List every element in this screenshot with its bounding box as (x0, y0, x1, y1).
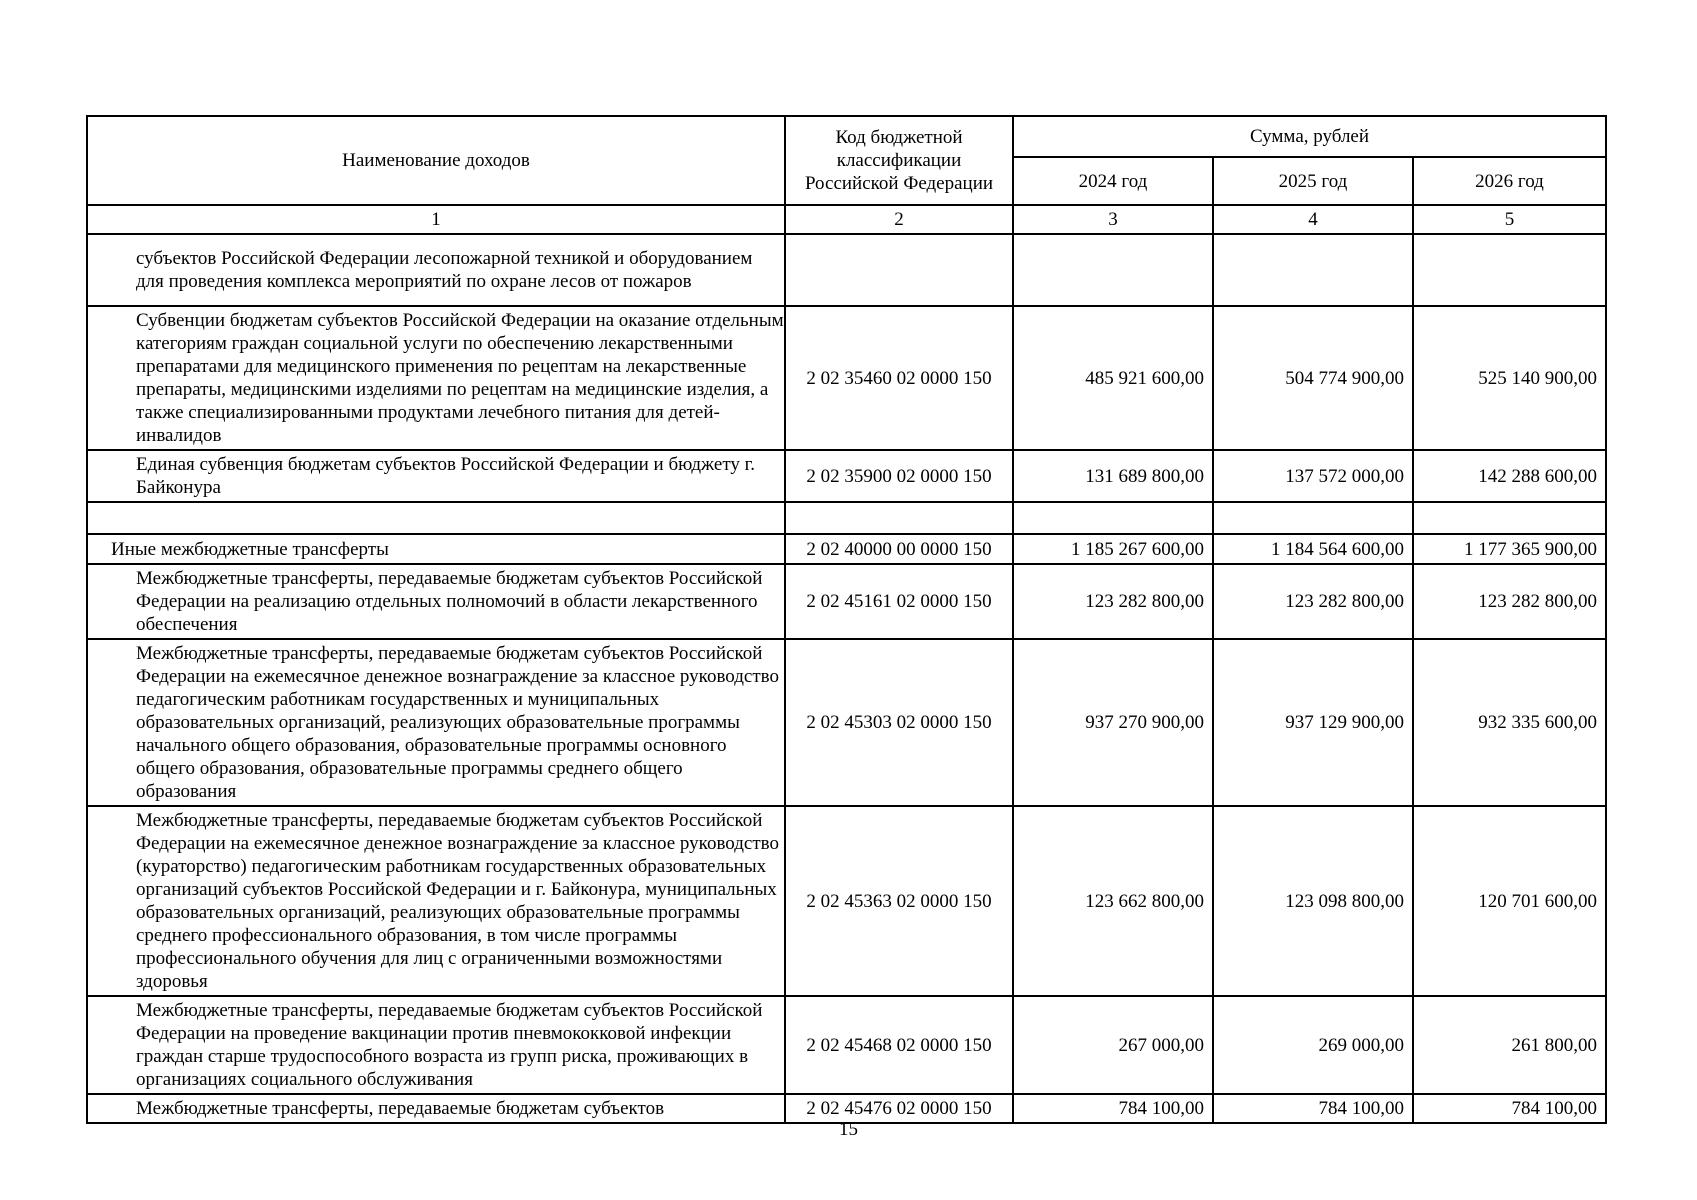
amount-2025: 123 282 800,00 (1213, 564, 1413, 639)
budget-code: 2 02 45468 02 0000 150 (785, 996, 1013, 1094)
header-sum: Сумма, рублей (1013, 116, 1606, 157)
budget-code: 2 02 45476 02 0000 150 (785, 1094, 1013, 1123)
amount-2026: 525 140 900,00 (1413, 306, 1606, 450)
budget-code: 2 02 45303 02 0000 150 (785, 639, 1013, 806)
amount-2024 (1013, 234, 1213, 306)
amount-2024: 1 185 267 600,00 (1013, 534, 1213, 564)
column-number: 5 (1413, 205, 1606, 234)
table-row (87, 806, 1606, 996)
income-name: Субвенции бюджетам субъектов Российской Федерации на оказание отдельным категориям граждан социальной услуги по обеспечению лекарственными препаратами для медицинского применения по рецептам на лекарственные препараты, медицинскими изделиями по рецептам на медицинские изделия, а также специализированными продуктами лечебного питания для детей-инвалидов (87, 306, 785, 450)
column-number: 4 (1213, 205, 1413, 234)
income-name: Единая субвенция бюджетам субъектов Российской Федерации и бюджету г. Байконура (87, 450, 785, 502)
blank-row (87, 502, 1606, 534)
amount-2024: 123 282 800,00 (1013, 564, 1213, 639)
header-year-2026: 2026 год (1413, 157, 1606, 205)
amount-2025: 123 098 800,00 (1213, 806, 1413, 996)
income-name: Межбюджетные трансферты, передаваемые бюджетам субъектов Российской Федерации на реализацию отдельных полномочий в области лекарственного обеспечения (87, 564, 785, 639)
amount-2026: 784 100,00 (1413, 1094, 1606, 1123)
column-number: 1 (87, 205, 785, 234)
page-number: 15 (839, 1119, 858, 1140)
budget-code (785, 234, 1013, 306)
amount-2026: 123 282 800,00 (1413, 564, 1606, 639)
amount-2024: 937 270 900,00 (1013, 639, 1213, 806)
amount-2024: 485 921 600,00 (1013, 306, 1213, 450)
header-budget-code: Код бюджетной классификации Российской Федерации (785, 116, 1013, 205)
table-row (87, 450, 1606, 502)
amount-2026: 1 177 365 900,00 (1413, 534, 1606, 564)
table-row (87, 306, 1606, 450)
budget-code: 2 02 45161 02 0000 150 (785, 564, 1013, 639)
income-name: Межбюджетные трансферты, передаваемые бюджетам субъектов Российской Федерации на ежемесячное денежное вознаграждение за классное руководство (кураторство) педагогическим работникам государственных образовательных организаций субъектов Российской Федерации и г. Байконура, муниципальных образовательных организаций, реализующих образовательные программы среднего профессионального образования, в том числе программы профессионального обучения для лиц с ограниченными возможностями здоровья (87, 806, 785, 996)
table-row (87, 564, 1606, 639)
amount-2026: 932 335 600,00 (1413, 639, 1606, 806)
amount-2025: 137 572 000,00 (1213, 450, 1413, 502)
column-number: 2 (785, 205, 1013, 234)
amount-2026: 261 800,00 (1413, 996, 1606, 1094)
table-row (87, 534, 1606, 564)
column-number: 3 (1013, 205, 1213, 234)
revenue-table (86, 115, 1607, 1124)
amount-2025: 937 129 900,00 (1213, 639, 1413, 806)
amount-2026: 142 288 600,00 (1413, 450, 1606, 502)
amount-2025: 784 100,00 (1213, 1094, 1413, 1123)
header-year-2024: 2024 год (1013, 157, 1213, 205)
amount-2024: 267 000,00 (1013, 996, 1213, 1094)
amount-2025: 269 000,00 (1213, 996, 1413, 1094)
amount-2025: 1 184 564 600,00 (1213, 534, 1413, 564)
budget-code: 2 02 35900 02 0000 150 (785, 450, 1013, 502)
header-income-name: Наименование доходов (87, 116, 785, 205)
income-name: Межбюджетные трансферты, передаваемые бюджетам субъектов (87, 1094, 785, 1123)
revenue-table-page (86, 115, 1605, 1124)
amount-2026: 120 701 600,00 (1413, 806, 1606, 996)
table-row (87, 996, 1606, 1094)
income-name: Межбюджетные трансферты, передаваемые бюджетам субъектов Российской Федерации на проведение вакцинации против пневмококковой инфекции граждан старше трудоспособного возраста из групп риска, проживающих в организациях социального обслуживания (87, 996, 785, 1094)
amount-2024: 131 689 800,00 (1013, 450, 1213, 502)
amount-2024: 123 662 800,00 (1013, 806, 1213, 996)
amount-2025 (1213, 234, 1413, 306)
budget-code: 2 02 45363 02 0000 150 (785, 806, 1013, 996)
income-name: субъектов Российской Федерации лесопожарной техникой и оборудованием для проведения комплекса мероприятий по охране лесов от пожаров (87, 234, 785, 306)
amount-2024: 784 100,00 (1013, 1094, 1213, 1123)
table-row (87, 639, 1606, 806)
amount-2026 (1413, 234, 1606, 306)
amount-2025: 504 774 900,00 (1213, 306, 1413, 450)
budget-code: 2 02 40000 00 0000 150 (785, 534, 1013, 564)
income-name: Иные межбюджетные трансферты (87, 534, 785, 564)
table-row (87, 234, 1606, 306)
budget-code: 2 02 35460 02 0000 150 (785, 306, 1013, 450)
header-year-2025: 2025 год (1213, 157, 1413, 205)
income-name: Межбюджетные трансферты, передаваемые бюджетам субъектов Российской Федерации на ежемесячное денежное вознаграждение за классное руководство педагогическим работникам государственных и муниципальных образовательных организаций, реализующих образовательные программы начального общего образования, образовательные программы основного общего образования, образовательные программы среднего общего образования (87, 639, 785, 806)
